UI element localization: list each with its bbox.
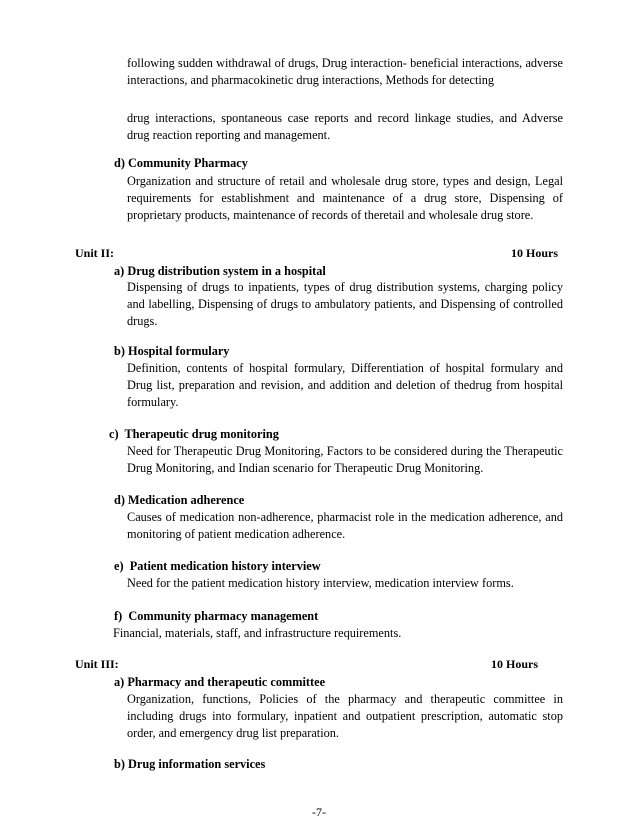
unit-2-b-body: Definition, contents of hospital formulary, Differentiation of hospital formulary and Drug list, preparation and revision, and addition and deletion of thedrug from hospital formulary. — [127, 361, 563, 409]
unit-3-b-heading: b) Drug information services — [114, 757, 266, 771]
unit-2-c-heading: c) Therapeutic drug monitoring — [109, 427, 279, 441]
unit-3-label: Unit III: — [75, 657, 119, 671]
section-d-title: ) Community Pharmacy — [120, 156, 248, 170]
unit-2-a-heading: a) Drug distribution system in a hospital — [114, 264, 326, 278]
unit-2-e-body: Need for the patient medication history interview, medication interview forms. — [127, 576, 514, 590]
intro-paragraph-1: following sudden withdrawal of drugs, Drug interaction- beneficial interactions, adverse interactions, and pharmacokinetic drug interactions, Methods for detecting — [127, 56, 563, 87]
page-number: -7- — [312, 805, 326, 819]
unit-3-a-heading: a) Pharmacy and therapeutic committee — [114, 675, 326, 689]
section-d-body: Organization and structure of retail and wholesale drug store, types and design, Legal requirements for establishment and maintenance of a drug store, Dispensing of proprietary products, maintenance of records of theretail and wholesale drug store. — [127, 174, 563, 222]
unit-2-b-heading: b) Hospital formulary — [114, 344, 230, 358]
unit-3-hours: 10 Hours — [491, 657, 539, 671]
unit-2-d-body: Causes of medication non-adherence, pharmacist role in the medication adherence, and monitoring of patient medication adherence. — [127, 510, 563, 541]
unit-2-c-body: Need for Therapeutic Drug Monitoring, Factors to be considered during the Therapeutic Drug Monitoring, and Indian scenario for Therapeutic Drug Monitoring. — [127, 444, 563, 475]
unit-2-label: Unit II: — [75, 246, 115, 260]
unit-2-f-heading: f) Community pharmacy management — [114, 609, 319, 623]
unit-2-e-heading: e) Patient medication history interview — [114, 559, 321, 573]
unit-2-hours: 10 Hours — [511, 246, 559, 260]
unit-2-d-heading: d) Medication adherence — [114, 493, 245, 507]
intro-paragraph-2: drug interactions, spontaneous case reports and record linkage studies, and Adverse drug reaction reporting and management. — [127, 111, 563, 142]
unit-3-a-body: Organization, functions, Policies of the pharmacy and therapeutic committee in including drugs into formulary, inpatient and outpatient prescription, automatic stop order, and emergency drug list preparation. — [127, 692, 563, 740]
section-d-letter: d — [114, 156, 121, 170]
unit-2-a-body: Dispensing of drugs to inpatients, types of drug distribution systems, charging policy and labelling, Dispensing of drugs to ambulatory patients, and Dispensing of controlled drugs. — [127, 280, 563, 328]
unit-2-f-body: Financial, materials, staff, and infrastructure requirements. — [113, 626, 402, 640]
section-d-heading — [114, 155, 554, 172]
